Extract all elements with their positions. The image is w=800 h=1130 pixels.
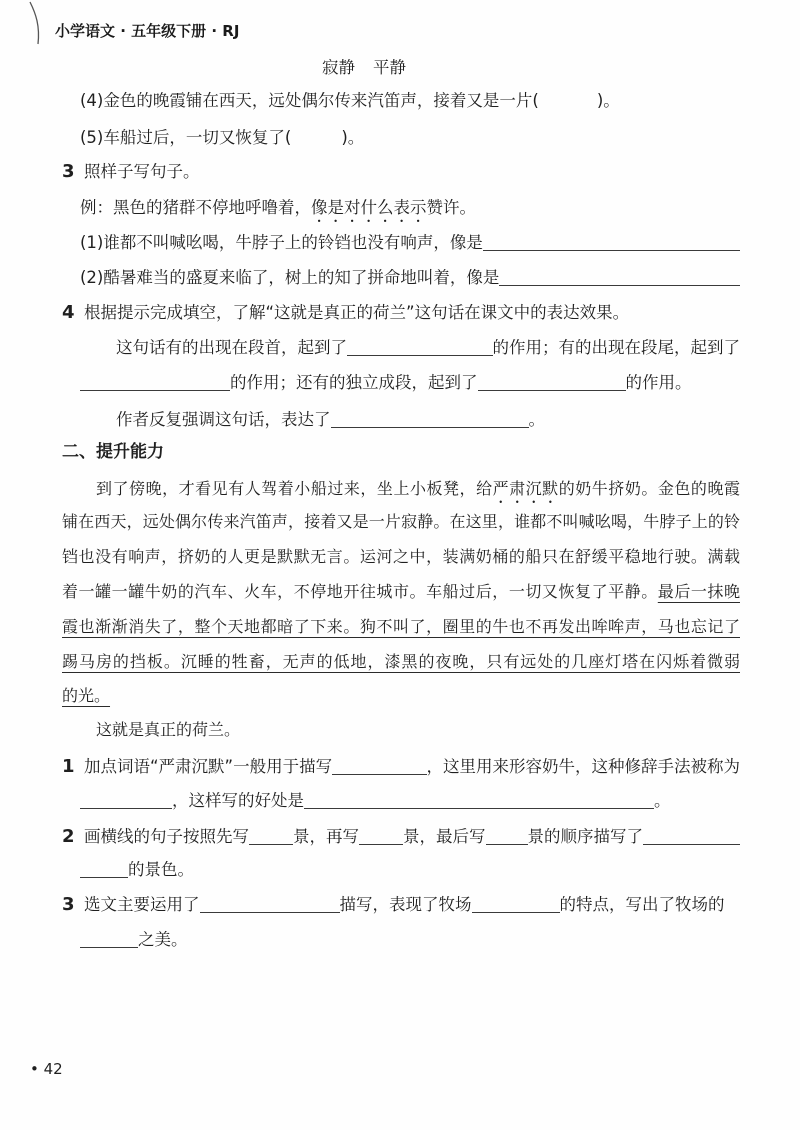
underlined-sentence: 霞也渐渐消失了，整个天地都暗了下来。狗不叫了，圈里的牛也不再发出哞哞声，马也忘记了 bbox=[62, 617, 740, 636]
exercise-3-title bbox=[62, 160, 200, 184]
emphasized-phrase: 像是对什么表示 bbox=[311, 198, 427, 217]
section-heading: 二、提升能力 bbox=[62, 442, 164, 462]
exercise-4-line-1 bbox=[116, 336, 740, 360]
passage-line bbox=[62, 649, 740, 675]
passage-line bbox=[62, 579, 740, 605]
fill-in-item-4 bbox=[80, 89, 620, 113]
answer-blank bbox=[478, 377, 626, 391]
answer-blank bbox=[359, 831, 403, 845]
example-sentence bbox=[80, 196, 476, 220]
book-series-header: 小学语文 · 五年级下册 · RJ bbox=[55, 22, 240, 40]
underlined-sentence: 最后一抹晚 bbox=[657, 582, 740, 601]
item-text: (1)谁都不叫喊吆喝，牛脖子上的铃铛也没有响声，像是 bbox=[80, 233, 483, 252]
exercise-prompt: 根据提示完成填空，了解“这就是真正的荷兰”这句话在课文中的表达效果。 bbox=[84, 303, 630, 322]
answer-blank bbox=[80, 377, 230, 391]
passage-text: 的奶牛挤奶。金色的晚霞 bbox=[558, 479, 740, 498]
passage-closing-line: 这就是真正的荷兰。 bbox=[96, 720, 241, 739]
question-2-line-2 bbox=[80, 858, 194, 882]
question-text: 的景色。 bbox=[128, 860, 194, 879]
item-text: (4)金色的晚霞铺在西天，远处偶尔传来汽笛声，接着又是一片( bbox=[80, 91, 539, 110]
exercise-3-item-2 bbox=[80, 266, 740, 290]
question-2-line-1 bbox=[62, 825, 740, 849]
exercise-number: 3 bbox=[62, 161, 75, 182]
question-3-line-2 bbox=[80, 928, 188, 952]
passage-line bbox=[62, 614, 740, 640]
line-text: 的作用；有的出现在段尾，起到了 bbox=[492, 338, 740, 357]
question-text: 景，再写 bbox=[293, 827, 359, 846]
answer-blank bbox=[80, 934, 138, 948]
question-text: 景的顺序描写了 bbox=[527, 827, 643, 846]
exercise-3-item-1 bbox=[80, 231, 740, 255]
answer-space bbox=[291, 129, 341, 143]
exercise-4-line-2 bbox=[80, 371, 740, 395]
question-text: ，这里用来形容奶牛，这种修辞手法被称为 bbox=[426, 757, 740, 776]
line-text: 的作用。 bbox=[625, 373, 692, 392]
question-3-line-1 bbox=[62, 893, 740, 917]
fill-in-item-5 bbox=[80, 126, 364, 150]
question-text: 的特点，写出了牧场的 bbox=[559, 895, 725, 914]
dotted-phrase: 严肃沉默 bbox=[492, 479, 559, 498]
word-choices bbox=[322, 56, 406, 80]
passage-line bbox=[62, 544, 740, 570]
exercise-number: 4 bbox=[62, 302, 75, 323]
item-text-end: )。 bbox=[596, 91, 620, 110]
exercise-prompt: 照样子写句子。 bbox=[84, 162, 200, 181]
question-text: 之美。 bbox=[138, 930, 188, 949]
passage-text: 着一罐一罐牛奶的汽车、火车，不停地开往城市。车船过后，一切又恢复了平静。 bbox=[62, 582, 658, 601]
line-text: 这句话有的出现在段首，起到了 bbox=[116, 338, 347, 357]
answer-blank bbox=[200, 899, 340, 913]
exercise-4-title bbox=[62, 301, 629, 325]
question-text: 加点词语“严肃沉默”一般用于描写 bbox=[84, 757, 333, 776]
answer-blank bbox=[347, 342, 493, 356]
answer-blank bbox=[332, 761, 426, 775]
line-text: 的作用；还有的独立成段，起到了 bbox=[230, 373, 478, 392]
passage-text: 铛也没有响声，挤奶的人更是默默无言。运河之中，装满奶桶的船只在舒缓平稳地行驶。满载 bbox=[62, 547, 740, 566]
underlined-sentence: 踢马房的挡板。沉睡的牲畜，无声的低地，漆黑的夜晚，只有远处的几座灯塔在闪烁着微弱 bbox=[62, 652, 740, 671]
word-choice: 平静 bbox=[373, 58, 406, 77]
answer-blank bbox=[486, 831, 528, 845]
answer-blank bbox=[249, 831, 293, 845]
passage-line bbox=[62, 509, 740, 535]
passage-text: 到了傍晚，才看见有人驾着小船过来，坐上小板凳，给 bbox=[96, 479, 493, 498]
question-1-line-1 bbox=[62, 755, 740, 779]
answer-blank bbox=[472, 899, 560, 913]
example-text-end: 赞许。 bbox=[426, 198, 476, 217]
question-1-line-2 bbox=[80, 789, 671, 813]
question-text: ，这样写的好处是 bbox=[172, 791, 304, 810]
question-text: 描写，表现了牧场 bbox=[339, 895, 472, 914]
question-text: 。 bbox=[654, 791, 671, 810]
answer-blank bbox=[80, 795, 172, 809]
question-number: 2 bbox=[62, 826, 75, 847]
item-text-end: )。 bbox=[341, 128, 365, 147]
item-text: (5)车船过后，一切又恢复了( bbox=[80, 128, 292, 147]
page-number: • 42 bbox=[30, 1060, 63, 1078]
passage-text: 铺在西天，远处偶尔传来汽笛声，接着又是一片寂静。在这里，谁都不叫喊吆喝，牛脖子上的铃 bbox=[62, 512, 740, 531]
exercise-4-line-3 bbox=[116, 408, 545, 432]
item-text: (2)酷暑难当的盛夏来临了，树上的知了拼命地叫着，像是 bbox=[80, 268, 500, 287]
answer-blank bbox=[80, 864, 128, 878]
passage-line bbox=[62, 476, 740, 502]
question-number: 1 bbox=[62, 756, 75, 777]
underlined-sentence: 的光。 bbox=[62, 686, 111, 705]
answer-space bbox=[539, 92, 597, 106]
answer-blank bbox=[304, 795, 654, 809]
word-choice: 寂静 bbox=[322, 58, 355, 77]
line-text: 作者反复强调这句话，表达了 bbox=[116, 410, 331, 429]
question-text: 画横线的句子按照先写 bbox=[84, 827, 249, 846]
question-text: 景，最后写 bbox=[403, 827, 486, 846]
answer-blank bbox=[499, 272, 740, 286]
line-text: 。 bbox=[528, 410, 545, 429]
question-number: 3 bbox=[62, 894, 75, 915]
answer-blank bbox=[331, 414, 529, 428]
example-text: 例：黑色的猪群不停地呼噜着， bbox=[80, 198, 311, 217]
answer-blank bbox=[643, 831, 740, 845]
passage-line bbox=[62, 683, 740, 709]
corner-bracket-decoration bbox=[0, 0, 60, 50]
answer-blank bbox=[483, 237, 740, 251]
question-text: 选文主要运用了 bbox=[84, 895, 200, 914]
